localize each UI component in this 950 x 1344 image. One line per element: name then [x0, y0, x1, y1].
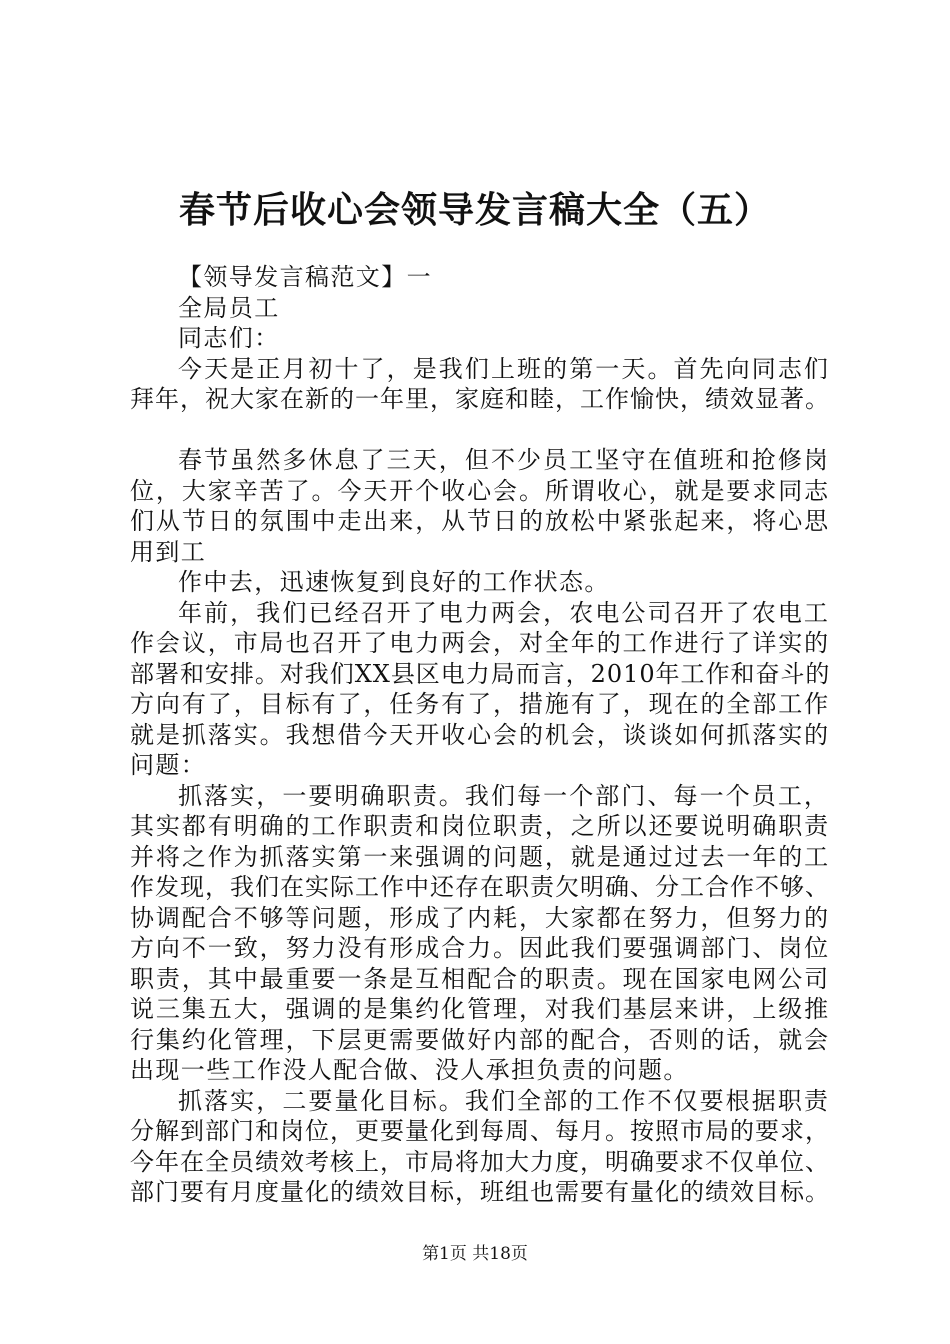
text-line: 同志们： — [178, 324, 280, 352]
text-line: 部署和安排。对我们XX县区电力局而言，2010年工作和奋斗的 — [130, 659, 831, 688]
text-line: 作中去，迅速恢复到良好的工作状态。 — [178, 568, 610, 596]
paragraph-spacer — [130, 415, 830, 446]
text-line: 说三集五大，强调的是集约化管理，对我们基层来讲，上级推 — [130, 995, 831, 1023]
text-line: 春节虽然多休息了三天，但不少员工坚守在值班和抢修岗 — [178, 446, 830, 474]
text-line: 分解到部门和岗位，更要量化到每周、每月。按照市局的要求， — [130, 1117, 830, 1145]
text-line: 协调配合不够等问题，形成了内耗，大家都在努力，但努力的 — [130, 903, 831, 932]
text-line: 问题： — [130, 751, 207, 779]
text-line: 职责，其中最重要一条是互相配合的职责。现在国家电网公司 — [130, 964, 831, 993]
text-line: 位，大家辛苦了。今天开个收心会。所谓收心，就是要求同志 — [130, 476, 831, 505]
text-line: 其实都有明确的工作职责和岗位职责，之所以还要说明确职责 — [130, 812, 831, 840]
text-line: 行集约化管理，下层更需要做好内部的配合，否则的话，就会 — [130, 1025, 831, 1054]
text-line: 并将之作为抓落实第一来强调的问题，就是通过过去一年的工 — [130, 842, 831, 871]
text-line: 【领导发言稿范文】一 — [178, 263, 432, 291]
text-line: 方向有了，目标有了，任务有了，措施有了，现在的全部工作 — [130, 690, 831, 718]
text-line: 方向不一致，努力没有形成合力。因此我们要强调部门、岗位 — [130, 934, 831, 962]
text-line: 年前，我们已经召开了电力两会，农电公司召开了农电工 — [178, 598, 830, 627]
text-line: 就是抓落实。我想借今天开收心会的机会，谈谈如何抓落实的 — [130, 720, 831, 749]
text-line: 部门要有月度量化的绩效目标，班组也需要有量化的绩效目标。 — [130, 1178, 830, 1206]
text-line: 全局员工 — [178, 293, 280, 322]
page-footer: 第1页 共18页 — [422, 1244, 528, 1264]
text-line: 抓落实，一要明确职责。我们每一个部门、每一个员工， — [178, 781, 830, 810]
document-body — [130, 262, 830, 1208]
text-line: 们从节日的氛围中走出来，从节日的放松中紧张起来，将心思 — [130, 507, 831, 535]
text-line: 今天是正月初十了，是我们上班的第一天。首先向同志们 — [178, 354, 830, 383]
text-line: 作发现，我们在实际工作中还存在职责欠明确、分工合作不够、 — [130, 873, 830, 901]
document-title: 春节后收心会领导发言稿大全（五） — [178, 189, 771, 231]
text-line: 出现一些工作没人配合做、没人承担负责的问题。 — [130, 1056, 689, 1084]
text-line: 今年在全员绩效考核上，市局将加大力度，明确要求不仅单位、 — [130, 1147, 830, 1176]
text-line: 作会议，市局也召开了电力两会，对全年的工作进行了详实的 — [130, 629, 831, 657]
text-line: 拜年，祝大家在新的一年里，家庭和睦，工作愉快，绩效显著。 — [130, 385, 830, 413]
text-line: 抓落实，二要量化目标。我们全部的工作不仅要根据职责 — [178, 1086, 830, 1115]
text-line: 用到工 — [130, 537, 207, 566]
